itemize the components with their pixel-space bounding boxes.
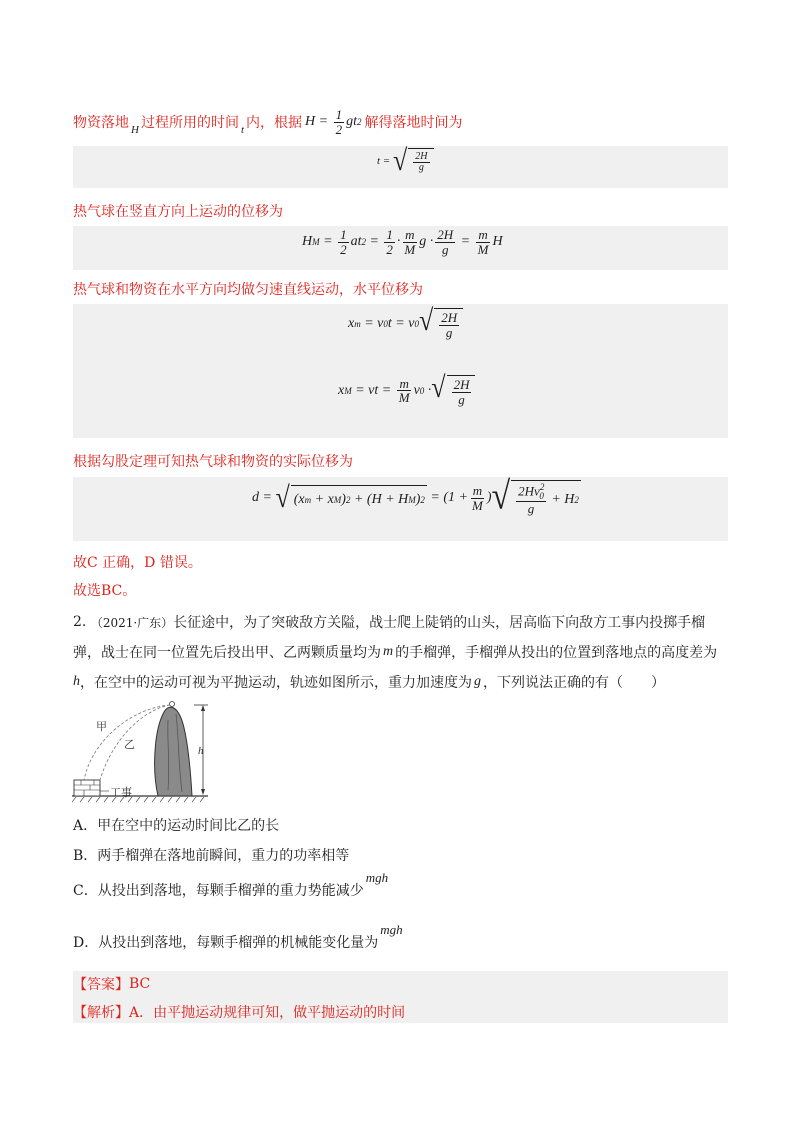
- option-b: B．两手榴弹在落地前瞬间，重力的功率相等: [73, 848, 350, 864]
- expr-mgh: mgh: [365, 870, 389, 885]
- ground-hatch: [72, 797, 204, 802]
- var-h: h: [73, 674, 80, 689]
- analysis-line: [73, 1002, 405, 1022]
- option-a: A．甲在空中的运动时间比乙的长: [73, 818, 280, 834]
- rock: [155, 707, 192, 796]
- label-gongshi: 工事: [110, 786, 132, 799]
- solution-line-horizontal: 热气球和物资在水平方向均做匀速直线运动，水平位移为: [73, 282, 423, 298]
- text-segment: 解得落地时间为: [364, 115, 463, 132]
- analysis-tag: 【解析】: [73, 1005, 129, 1021]
- question-text: 长征途中，为了突破敌方关隘，战士爬上陡销的山头，居高临下向敌方工事内投掷手榴: [173, 615, 706, 631]
- solution-line-fall-time: [73, 108, 462, 136]
- var-m: m: [383, 644, 394, 659]
- question-2-line-2: 弹，战士在同一位置先后投出甲、乙两颗质量均为 m 的手榴弹，手榴弹从投出的位置到落地点的高度差为: [73, 644, 718, 661]
- question-source: （2021·广东）: [90, 615, 174, 630]
- label-h: h: [198, 745, 204, 757]
- solution-line-actual-displacement: 根据勾股定理可知热气球和物资的实际位移为: [73, 454, 353, 470]
- text-segment: 物资落地: [73, 115, 129, 132]
- expr-mgh: mgh: [380, 922, 403, 937]
- var-H: H: [131, 124, 139, 137]
- solution-line-vertical: 热气球在竖直方向上运动的位移为: [73, 204, 283, 220]
- var-t: t: [240, 124, 245, 137]
- text-segment: 内，根据: [246, 115, 303, 132]
- label-yi: 乙: [124, 738, 135, 751]
- answer-line: [73, 974, 150, 994]
- bunker: [74, 780, 100, 796]
- conclusion-line: 故C 正确，D 错误。: [73, 555, 202, 571]
- question-2-line-3: h ，在空中的运动可视为平抛运动，轨迹如图所示，重力加速度为 g ，下列说法正确的有（ ）: [73, 674, 665, 691]
- option-c: C．从投出到落地，每颗手榴弹的重力势能减少 mgh: [73, 870, 389, 899]
- text-segment: 过程所用的时间: [140, 115, 239, 132]
- formula-xM: x M = vt = $\frac{m}{M}$ v 0 · √ $\frac{2H}{g}$: [338, 375, 475, 406]
- formula-fall-time: t = √ $\frac{2H}{g}$: [377, 148, 434, 174]
- var-g: g: [474, 674, 481, 689]
- soldier: [170, 702, 175, 707]
- final-answer-line: 故选BC。: [73, 583, 137, 599]
- analysis-text: A．由平抛运动规律可知，做平抛运动的时间: [129, 1005, 406, 1021]
- formula-d: d = √ (x m + x M ) 2 + (H + H M ) 2 = (1 + $\frac{m}{M}$ ) √ $\frac{2Hv^2_0}{g}$ + H 2: [252, 475, 579, 518]
- answer-tag: 【答案】: [73, 977, 129, 993]
- question-2-line-1: [73, 612, 705, 632]
- formula-vertical-displacement: H M = $\frac{1}{2}$ at 2 = $\frac{1}{2}$ · $\frac{m}{M}$ g · $\frac{2H}{g}$ = $\frac{m}{M}$ H: [302, 227, 503, 257]
- option-d: D．从投出到落地，每颗手榴弹的机械能变化量为 mgh: [73, 922, 403, 951]
- label-jia: 甲: [96, 720, 107, 733]
- formula-xm: x m = v 0 t = v 0 √ $\frac{2H}{g}$: [348, 308, 463, 339]
- answer-value: BC: [129, 976, 151, 992]
- formula-free-fall: H = $\frac{1}{2}$ gt 2: [305, 107, 362, 137]
- question-number: 2.: [73, 614, 87, 630]
- projectile-figure: [72, 700, 212, 804]
